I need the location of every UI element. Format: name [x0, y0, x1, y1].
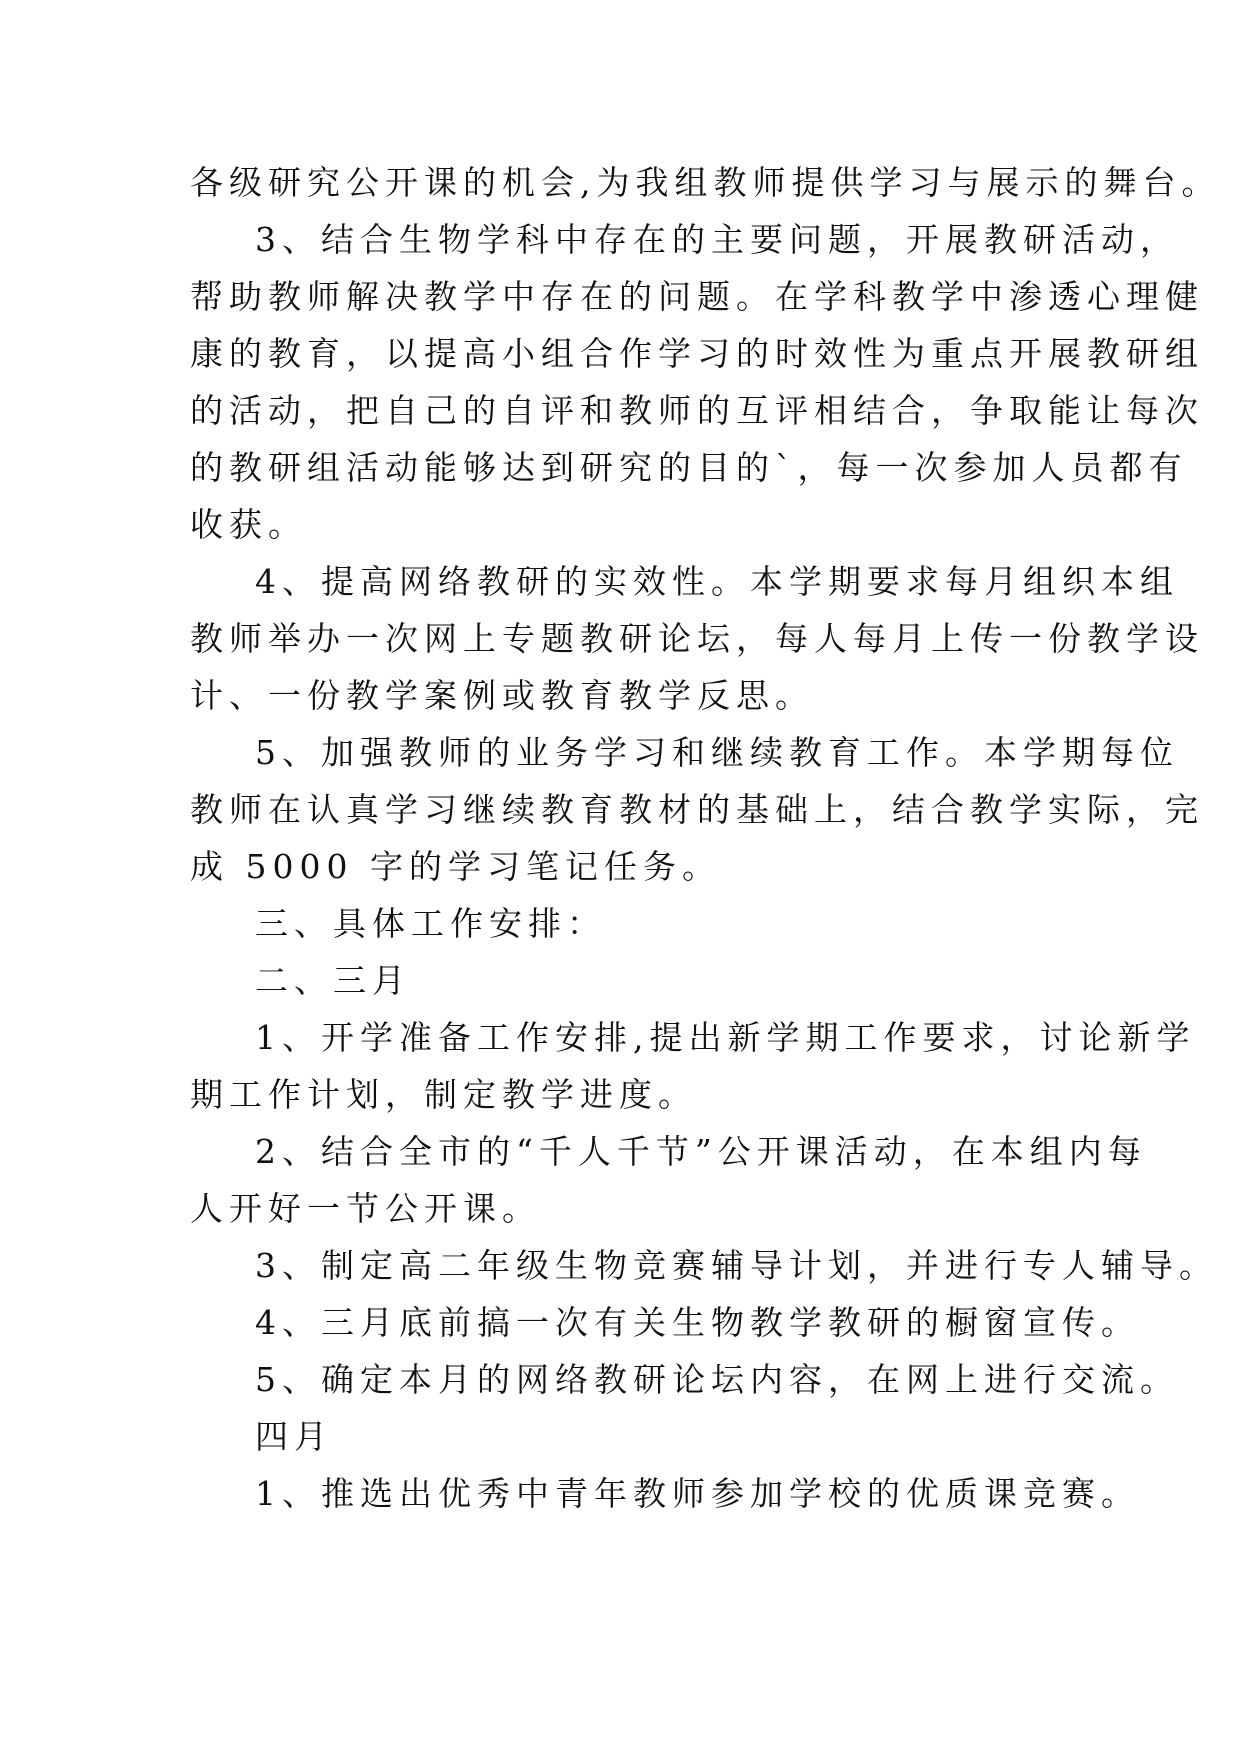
section-heading: 三、具体工作安排： — [255, 904, 606, 943]
text-line: 各级研究公开课的机会,为我组教师提供学习与展示的舞台。 — [190, 163, 1221, 202]
paragraph-5-start: 5、加强教师的业务学习和继续教育工作。本学期每位 — [255, 733, 1179, 772]
text-line: 康的教育，以提高小组合作学习的时效性为重点开展教研组 — [190, 334, 1204, 373]
month-heading: 四月 — [255, 1417, 333, 1456]
list-item: 3、制定高二年级生物竞赛辅导计划，并进行专人辅导。 — [255, 1246, 1218, 1285]
paragraph-3-start: 3、结合生物学科中存在的主要问题，开展教研活动， — [255, 220, 1179, 259]
list-item: 4、三月底前搞一次有关生物教学教研的橱窗宣传。 — [255, 1303, 1140, 1342]
list-item: 5、确定本月的网络教研论坛内容，在网上进行交流。 — [255, 1360, 1179, 1399]
text-line: 收获。 — [190, 505, 307, 544]
text-line: 期工作计划，制定教学进度。 — [190, 1075, 697, 1114]
paragraph-4-start: 4、提高网络教研的实效性。本学期要求每月组织本组 — [255, 562, 1179, 601]
month-heading: 二、三月 — [255, 961, 411, 1000]
list-item: 1、开学准备工作安排,提出新学期工作要求，讨论新学 — [255, 1018, 1196, 1057]
text-line: 成 5000 字的学习笔记任务。 — [190, 847, 721, 886]
text-line: 计、一份教学案例或教育教学反思。 — [190, 676, 814, 715]
list-item: 2、结合全市的“千人千节”公开课活动，在本组内每 — [255, 1132, 1147, 1171]
text-line: 的教研组活动能够达到研究的目的`，每一次参加人员都有 — [190, 448, 1188, 487]
text-line: 帮助教师解决教学中存在的问题。在学科教学中渗透心理健 — [190, 277, 1204, 316]
text-line: 教师在认真学习继续教育教材的基础上，结合教学实际，完 — [190, 790, 1204, 829]
text-line: 的活动，把自己的自评和教师的互评相结合，争取能让每次 — [190, 391, 1204, 430]
text-line: 教师举办一次网上专题教研论坛，每人每月上传一份教学设 — [190, 619, 1204, 658]
list-item: 1、推选出优秀中青年教师参加学校的优质课竞赛。 — [255, 1474, 1140, 1513]
text-line: 人开好一节公开课。 — [190, 1189, 541, 1228]
